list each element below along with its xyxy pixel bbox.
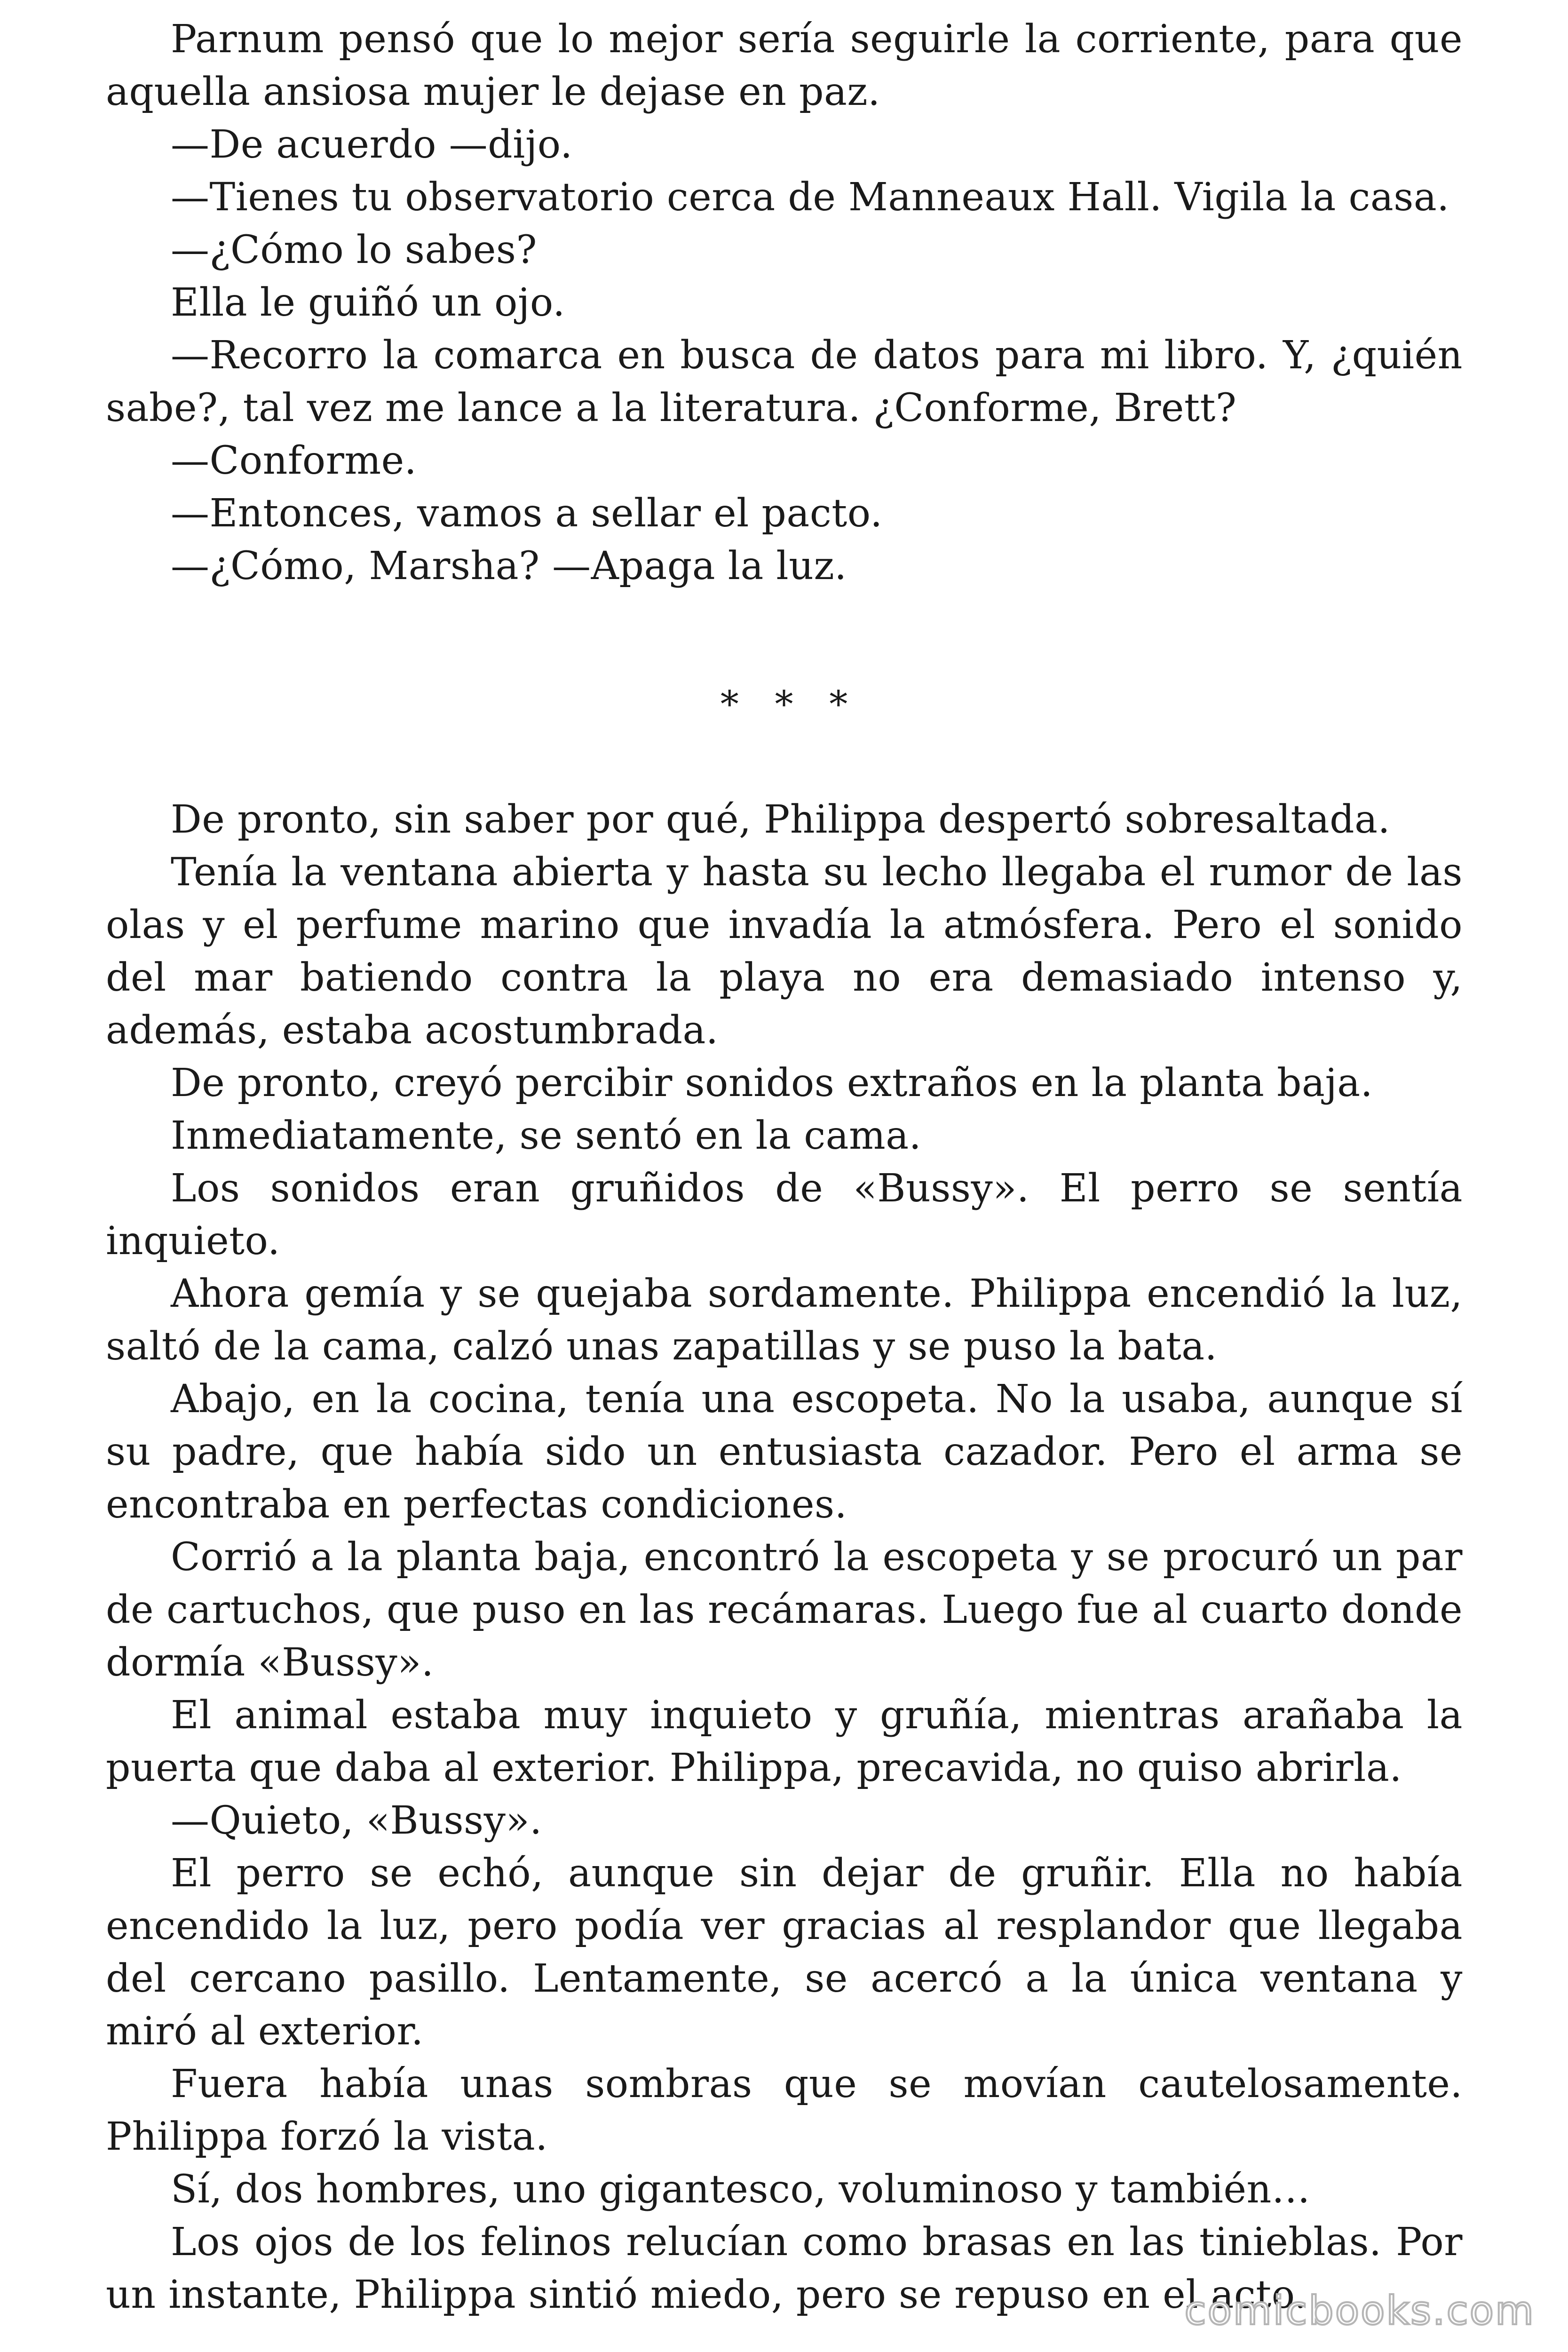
paragraph: —Recorro la comarca en busca de datos para mi libro. Y, ¿quién sabe?, tal vez me lance a la literatura. ¿Conforme, Brett? bbox=[106, 333, 1463, 430]
paragraph: Corrió a la planta baja, encontró la escopeta y se procuró un par de cartuchos, que puso en las recámaras. Luego fue al cuarto donde dormía «Bussy». bbox=[106, 1535, 1463, 1685]
paragraph: —Conforme. bbox=[171, 438, 417, 483]
paragraph: —¿Cómo lo sabes? bbox=[171, 228, 537, 272]
paragraph: Fuera había unas sombras que se movían cautelosamente. Philippa forzó la vista. bbox=[106, 2062, 1463, 2159]
paragraph: Ella le guiñó un ojo. bbox=[171, 280, 565, 325]
watermark: comicbooks.com bbox=[1184, 2288, 1535, 2334]
paragraph: De pronto, creyó percibir sonidos extraños en la planta baja. bbox=[171, 1061, 1373, 1105]
text-section-2 bbox=[106, 794, 1463, 2321]
paragraph: El perro se echó, aunque sin dejar de gruñir. Ella no había encendido la luz, pero podía ver gracias al resplandor que llegaba del cercano pasillo. Lentamente, se acercó a la única ventana y miró al exterior. bbox=[106, 1851, 1463, 2054]
paragraph: Los ojos de los felinos relucían como brasas en las tinieblas. Por un instante, Philippa sintió miedo, pero se repuso en el acto. bbox=[106, 2220, 1463, 2317]
paragraph: Los sonidos eran gruñidos de «Bussy». El perro se sentía inquieto. bbox=[106, 1166, 1463, 1263]
paragraph: De pronto, sin saber por qué, Philippa despertó sobresaltada. bbox=[171, 797, 1391, 842]
paragraph: —Tienes tu observatorio cerca de Manneaux Hall. Vigila la casa. bbox=[171, 175, 1449, 220]
paragraph: —De acuerdo —dijo. bbox=[171, 122, 573, 167]
paragraph: Ahora gemía y se quejaba sordamente. Philippa encendió la luz, saltó de la cama, calzó unas zapatillas y se puso la bata. bbox=[106, 1271, 1463, 1369]
paragraph: —Quieto, «Bussy». bbox=[171, 1798, 542, 1843]
paragraph: El animal estaba muy inquieto y gruñía, mientras arañaba la puerta que daba al exterior. Philippa, precavida, no quiso abrirla. bbox=[106, 1693, 1463, 1790]
section-separator: * * * bbox=[720, 683, 860, 726]
text-section-1 bbox=[106, 13, 1463, 593]
paragraph: Abajo, en la cocina, tenía una escopeta. No la usaba, aunque sí su padre, que había sido un entusiasta cazador. Pero el arma se encontraba en perfectas condiciones. bbox=[106, 1377, 1463, 1527]
paragraph: Parnum pensó que lo mejor sería seguirle la corriente, para que aquella ansiosa mujer le dejase en paz. bbox=[106, 17, 1463, 114]
paragraph: Inmediatamente, se sentó en la cama. bbox=[171, 1113, 922, 1158]
paragraph: —Entonces, vamos a sellar el pacto. bbox=[171, 491, 883, 536]
paragraph: Sí, dos hombres, uno gigantesco, voluminoso y también… bbox=[171, 2167, 1311, 2212]
paragraph: Tenía la ventana abierta y hasta su lecho llegaba el rumor de las olas y el perfume marino que invadía la atmósfera. Pero el sonido del mar batiendo contra la playa no era demasiado intenso y, además, estaba acostumbrada. bbox=[106, 850, 1463, 1053]
paragraph: —¿Cómo, Marsha? —Apaga la luz. bbox=[171, 544, 847, 588]
